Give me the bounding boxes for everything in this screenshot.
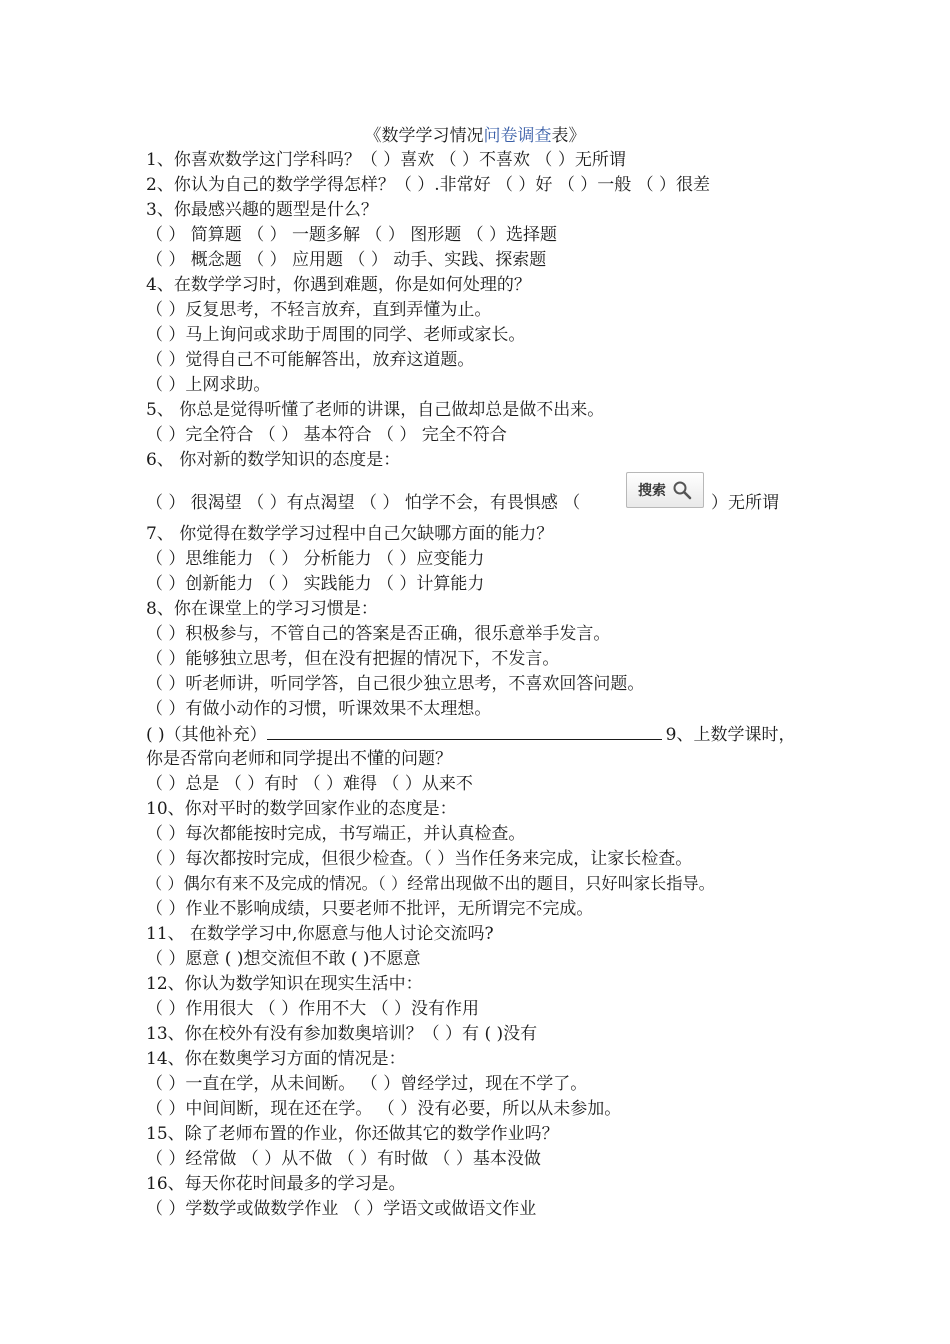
question-12: 12、你认为数学知识在现实生活中： [146, 974, 423, 994]
question-15-options: （ ）经常做 （ ）从不做 （ ）有时做 （ ）基本没做 [146, 1149, 541, 1169]
question-10-option-b: （ ）每次都按时完成，但很少检查。（ ）当作任务来完成，让家长检查。 [146, 849, 693, 869]
question-6: 6、 你对新的数学知识的态度是： [146, 450, 401, 470]
question-9: 你是否常向老师和同学提出不懂的问题？ [146, 749, 452, 769]
question-8-option-b: （ ）能够独立思考，但在没有把握的情况下，不发言。 [146, 649, 560, 669]
question-8-option-a: （ ）积极参与，不管自己的答案是否正确，很乐意举手发言。 [146, 624, 611, 644]
question-5: 5、 你总是觉得听懂了老师的讲课，自己做却总是做不出来。 [146, 400, 605, 420]
question-3-options-a: （ ） 简算题 （ ） 一题多解 （ ） 图形题 （ ）选择题 [146, 225, 558, 245]
other-supplement-line [146, 722, 796, 747]
question-7: 7、 你觉得在数学学习过程中自己欠缺哪方面的能力？ [146, 524, 554, 544]
question-10-option-a: （ ）每次都能按时完成，书写端正，并认真检查。 [146, 824, 526, 844]
question-3-options-b: （ ） 概念题 （ ） 应用题 （ ） 动手、实践、探索题 [146, 250, 547, 270]
question-10: 10、你对平时的数学回家作业的态度是： [146, 799, 457, 819]
title-prefix: 《数学学习情况 [364, 126, 484, 146]
search-button[interactable] [626, 472, 704, 508]
question-5-options: （ ）完全符合 （ ） 基本符合 （ ） 完全不符合 [146, 425, 507, 445]
question-8-option-c: （ ）听老师讲，听同学答，自己很少独立思考，不喜欢回答问题。 [146, 674, 645, 694]
question-15: 15、除了老师布置的作业，你还做其它的数学作业吗？ [146, 1124, 559, 1144]
title-highlight: 问卷调查 [483, 126, 552, 146]
fill-in-blank[interactable] [267, 722, 662, 740]
question-16: 16、每天你花时间最多的学习是。 [146, 1174, 406, 1194]
question-13: 13、你在校外有没有参加数奥培训？（ ）有 ( )没有 [146, 1024, 538, 1044]
question-10-option-d: （ ）作业不影响成绩，只要老师不批评，无所谓完不完成。 [146, 899, 594, 919]
question-14: 14、你在数奥学习方面的情况是： [146, 1049, 406, 1069]
page-title [0, 124, 950, 148]
question-3: 3、你最感兴趣的题型是什么？ [146, 200, 378, 220]
search-icon [672, 480, 692, 500]
question-11-options: （ ）愿意 ( )想交流但不敢 ( )不愿意 [146, 949, 421, 969]
question-8: 8、你在课堂上的学习习惯是： [146, 599, 378, 619]
question-11: 11、 在数学学习中,你愿意与他人讨论交流吗? [146, 924, 494, 944]
question-7-options-a: （ ）思维能力 （ ） 分析能力 （ ）应变能力 [146, 549, 485, 569]
other-supplement-label: ( )（其他补充） [146, 725, 267, 745]
question-10-option-c: （ ）偶尔有来不及完成的情况。（ ）经常出现做不出的题目，只好叫家长指导。 [146, 874, 715, 893]
question-4: 4、在数学学习时，你遇到难题，你是如何处理的？ [146, 275, 531, 295]
question-12-options: （ ）作用很大 （ ）作用不大 （ ）没有作用 [146, 999, 480, 1019]
question-4-option-c: （ ）觉得自己不可能解答出，放弃这道题。 [146, 350, 475, 370]
question-6-options-right: ）无所谓 [711, 493, 779, 513]
question-2: 2、你认为自己的数学学得怎样？（ ）.非常好 （ ）好 （ ）一般 （ ）很差 [146, 175, 711, 195]
question-4-option-d: （ ）上网求助。 [146, 375, 271, 395]
question-4-option-a: （ ）反复思考，不轻言放弃，直到弄懂为止。 [146, 300, 492, 320]
title-suffix: 表》 [551, 126, 586, 146]
question-6-options-left: （ ） 很渴望 （ ）有点渴望 （ ） 怕学不会，有畏惧感 （ [146, 493, 581, 513]
question-9-start: 9、上数学课时， [665, 725, 796, 745]
question-9-options: （ ）总是 （ ）有时 （ ）难得 （ ）从来不 [146, 774, 473, 794]
question-7-options-b: （ ）创新能力 （ ） 实践能力 （ ）计算能力 [146, 574, 485, 594]
question-14-options-b: （ ）中间间断，现在还在学。 （ ）没有必要，所以从未参加。 [146, 1099, 622, 1119]
question-8-option-d: （ ）有做小动作的习惯，听课效果不太理想。 [146, 699, 492, 719]
search-button-label: 搜索 [638, 483, 666, 499]
question-16-options: （ ）学数学或做数学作业 （ ）学语文或做语文作业 [146, 1199, 537, 1219]
question-4-option-b: （ ）马上询问或求助于周围的同学、老师或家长。 [146, 325, 526, 345]
question-14-options-a: （ ）一直在学，从未间断。 （ ）曾经学过，现在不学了。 [146, 1074, 588, 1094]
question-1: 1、你喜欢数学这门学科吗？（ ）喜欢 （ ）不喜欢 （ ）无所谓 [146, 150, 626, 170]
